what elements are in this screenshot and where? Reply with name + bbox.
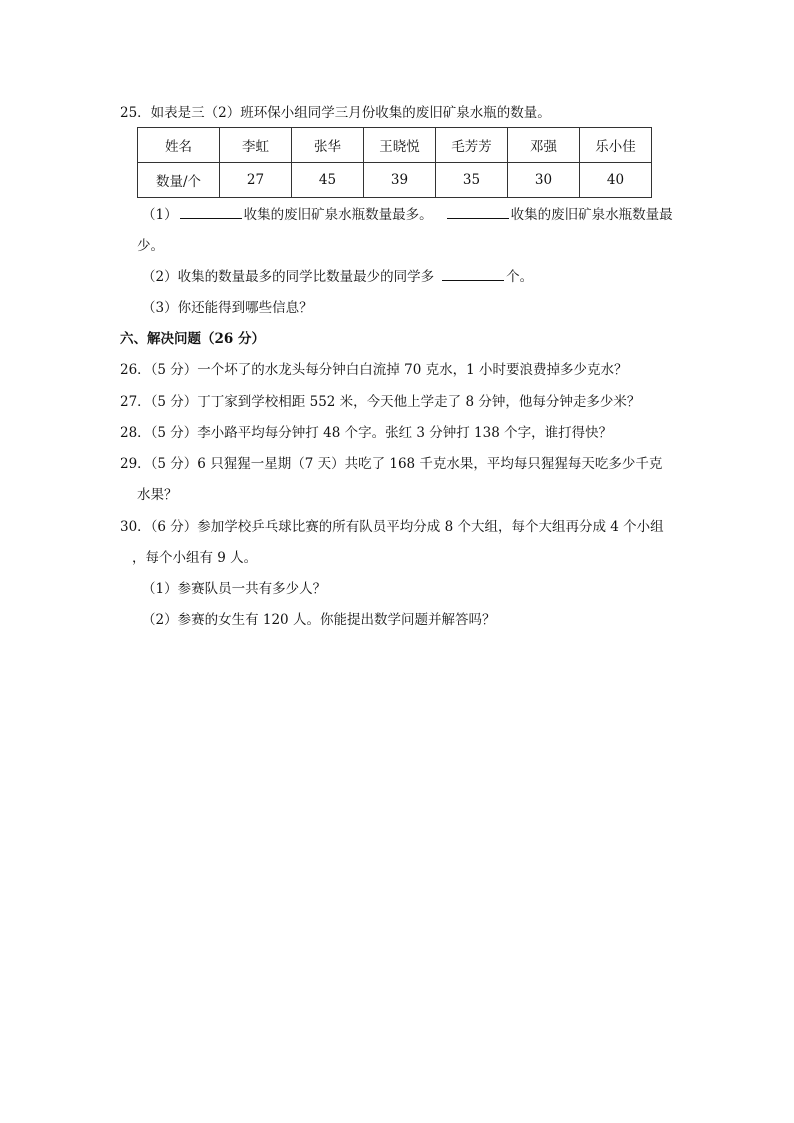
table-header-cell: 乐小佳: [580, 128, 652, 163]
q30-line1: 30．（6 分）参加学校乒乓球比赛的所有队员平均分成 8 个大组，每个大组再分成 4 个小组: [120, 519, 664, 535]
table-cell: 39: [364, 163, 436, 198]
table-header-cell: 张华: [292, 128, 364, 163]
q29-line2: 水果？: [137, 487, 178, 503]
q25-sub1-continued: 少。: [137, 238, 164, 254]
q30-line2: ，每个小组有 9 人。: [132, 550, 258, 566]
answer-blank[interactable]: [447, 206, 509, 219]
table-cell: 数量/个: [138, 163, 220, 198]
table-header-cell: 姓名: [138, 128, 220, 163]
q27: 27．（5 分）丁丁家到学校相距 552 米，今天他上学走了 8 分钟，他每分钟走多少米？: [120, 394, 641, 410]
bottle-count-table: [137, 127, 652, 198]
table-cell: 40: [580, 163, 652, 198]
table-cell: 27: [220, 163, 292, 198]
section-title: 六、解决问题（26 分）: [120, 331, 265, 347]
q25-intro: 25．如表是三（2）班环保小组同学三月份收集的废旧矿泉水瓶的数量。: [120, 105, 551, 121]
table-cell: 35: [436, 163, 508, 198]
table-header-cell: 毛芳芳: [436, 128, 508, 163]
table-cell: 45: [292, 163, 364, 198]
table-header-cell: 邓强: [508, 128, 580, 163]
q30-sub2: （2）参赛的女生有 120 人。你能提出数学问题并解答吗？: [142, 612, 496, 628]
q29-line1: 29．（5 分）6 只猩猩一星期（7 天）共吃了 168 千克水果，平均每只猩猩每天吃多少千克: [120, 456, 663, 472]
q26: 26．（5 分）一个坏了的水龙头每分钟白白流掉 70 克水，1 小时要浪费掉多少克水？: [120, 362, 628, 378]
q25-sub3: （3）你还能得到哪些信息？: [142, 300, 313, 316]
table-cell: 30: [508, 163, 580, 198]
answer-blank[interactable]: [180, 206, 242, 219]
table-row: [138, 128, 652, 163]
table-header-cell: 王晓悦: [364, 128, 436, 163]
q25-sub2: （2）收集的数量最多的同学比数量最少的同学多 个。: [142, 269, 534, 285]
q28: 28．（5 分）李小路平均每分钟打 48 个字。张红 3 分钟打 138 个字，谁打得快？: [120, 425, 613, 441]
answer-blank[interactable]: [442, 268, 504, 281]
table-row: [138, 163, 652, 198]
q25-sub1: （1） 收集的废旧矿泉水瓶数量最多。 收集的废旧矿泉水瓶数量最: [142, 207, 673, 223]
q30-sub1: （1）参赛队员一共有多少人？: [142, 581, 327, 597]
table-header-cell: 李虹: [220, 128, 292, 163]
